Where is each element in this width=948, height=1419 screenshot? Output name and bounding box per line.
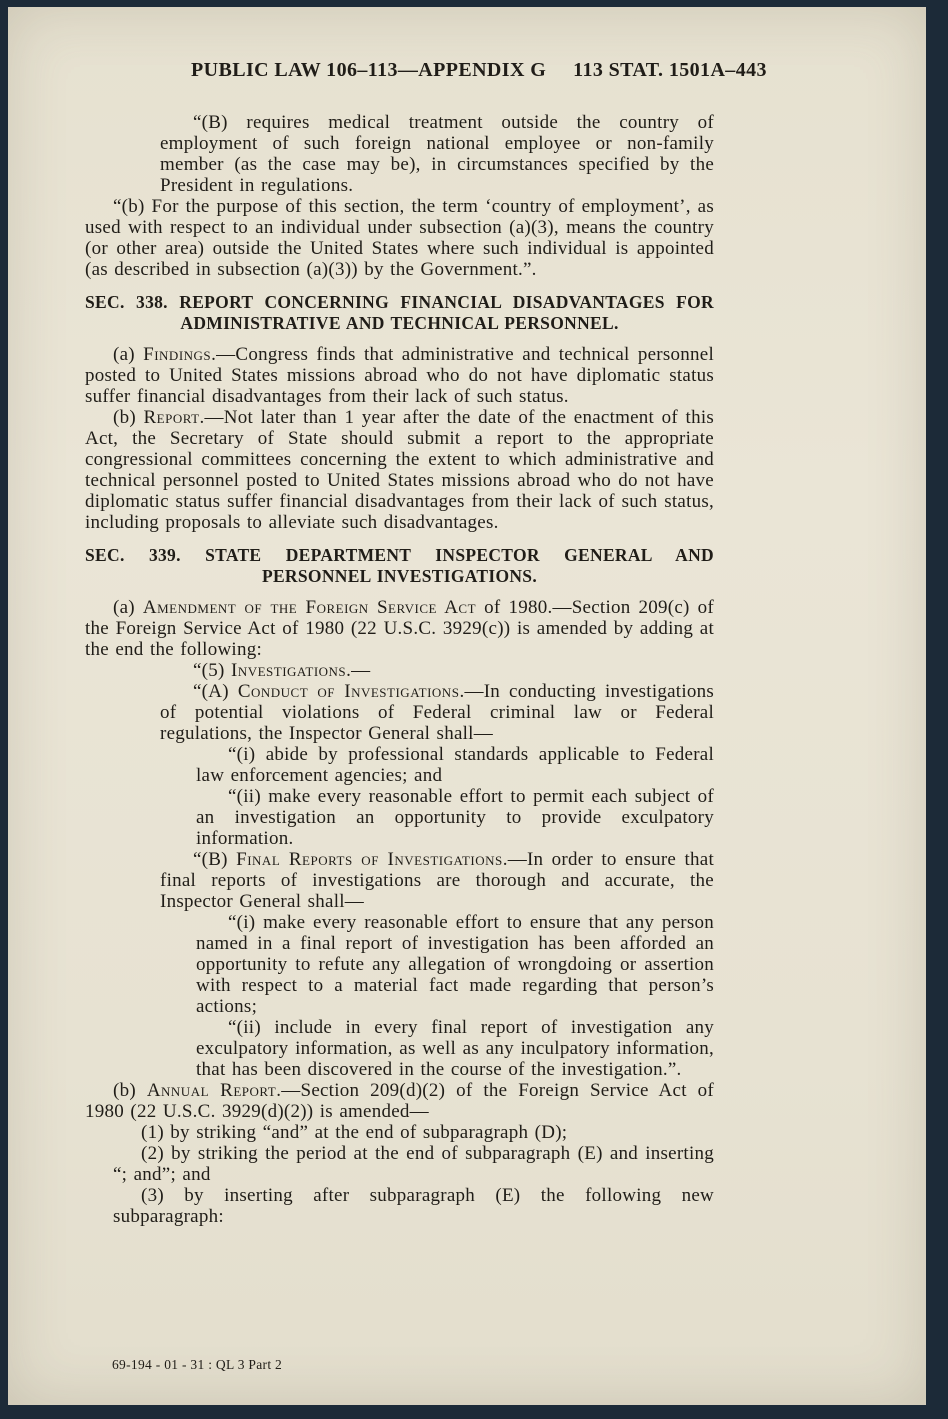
text-run: (3) by inserting after subparagraph (E) the following new subparagraph: xyxy=(113,1185,714,1227)
text-run: “(i) abide by professional standards applicable to Federal law enforcement agencies; and xyxy=(196,744,714,786)
running-head-stat: 113 STAT. 1501A–443 xyxy=(573,59,767,81)
text-run: “(b) For the purpose of this section, the term ‘country of employment’, as used with respect to an individual under subsection (a)(3), means the country (or other area) outside the United States where such individual is appointed (as described in subsection (a)(3)) by the Government.”. xyxy=(85,196,714,280)
text-run: (b) xyxy=(113,1080,147,1101)
statute-paragraph xyxy=(160,681,714,744)
statute-paragraph xyxy=(160,849,714,912)
statute-paragraph xyxy=(85,196,714,280)
statute-paragraph xyxy=(85,407,714,533)
text-run: (b) xyxy=(113,407,144,428)
text-run: .—In order to ensure that final reports of investigations are thorough and accurate, the Inspector General shall— xyxy=(160,849,714,912)
text-run: “(5) xyxy=(193,660,231,681)
statute-paragraph xyxy=(85,344,714,407)
paper-sheet xyxy=(8,7,926,1405)
statute-paragraph xyxy=(113,1185,714,1227)
text-run: .—Congress finds that administrative and technical personnel posted to United States missions abroad who do not have diplomatic status suffer financial disadvantages from their lack of such status. xyxy=(85,344,714,407)
text-run: of 1980.—Section 209(c) of the Foreign Service Act of 1980 (22 U.S.C. 3929(c)) is amended by adding at the end the following: xyxy=(85,597,714,660)
statute-paragraph xyxy=(196,912,714,1017)
text-run: “(i) make every reasonable effort to ensure that any person named in a final report of investigation has been afforded an opportunity to refute any allegation of wrongdoing or assertion with respect to a material fact made regarding that person’s actions; xyxy=(196,912,714,1017)
text-run: .— xyxy=(346,660,371,681)
section-heading xyxy=(85,545,714,587)
statute-paragraph xyxy=(196,786,714,849)
text-run: “(B) requires medical treatment outside the country of employment of such foreign national employee or non-family member (as the case may be), in circumstances specified by the President in regulations. xyxy=(160,112,714,196)
running-head xyxy=(8,59,926,82)
statute-paragraph xyxy=(113,1122,714,1143)
text-run: SEC. 338. REPORT CONCERNING FINANCIAL DISADVANTAGES FOR ADMINISTRATIVE AND TECHNICAL PERSONNEL. xyxy=(85,292,714,333)
statute-paragraph xyxy=(196,744,714,786)
small-caps-run: Investigations xyxy=(231,660,347,681)
text-run: .—Not later than 1 year after the date of the enactment of this Act, the Secretary of State should submit a report to the appropriate congressional committees concerning the extent to which administrative and technical personnel posted to United States missions abroad who do not have diplomatic status suffer financial disadvantages from their lack of such status, including proposals to alleviate such disadvantages. xyxy=(85,407,714,533)
text-run: “(ii) include in every final report of investigation any exculpatory information, as well as any inculpatory information, that has been discovered in the course of the investigation.”. xyxy=(196,1017,714,1080)
text-run: (a) xyxy=(113,597,143,618)
small-caps-run: Amendment of the Foreign Service Act xyxy=(142,597,477,618)
text-run: “(B) xyxy=(193,849,237,870)
small-caps-run: Final Reports of Investigations xyxy=(236,849,503,870)
text-run: (2) by striking the period at the end of subparagraph (E) and inserting “; and”; and xyxy=(113,1143,714,1185)
text-run: “(A) xyxy=(193,681,238,702)
statute-paragraph xyxy=(196,1017,714,1080)
statute-paragraph xyxy=(160,112,714,196)
statute-paragraph xyxy=(85,1080,714,1122)
statute-paragraph xyxy=(160,660,714,681)
small-caps-run: Conduct of Investigations xyxy=(237,681,460,702)
small-caps-run: Annual Report xyxy=(146,1080,277,1101)
text-run: .—Section 209(d)(2) of the Foreign Service Act of 1980 (22 U.S.C. 3929(d)(2)) is amended— xyxy=(85,1080,714,1122)
text-run: .—In conducting investigations of potential violations of Federal criminal law or Federal regulations, the Inspector General shall— xyxy=(160,681,714,744)
section-heading xyxy=(85,292,714,334)
text-run: (a) xyxy=(113,344,144,365)
statute-paragraph xyxy=(113,1143,714,1185)
small-caps-run: Report xyxy=(143,407,200,428)
text-run: “(ii) make every reasonable effort to permit each subject of an investigation an opportunity to provide exculpatory information. xyxy=(196,786,714,849)
running-head-law: PUBLIC LAW 106–113—APPENDIX G xyxy=(191,59,547,81)
document-body xyxy=(85,112,714,1227)
text-run: (1) by striking “and” at the end of subparagraph (D); xyxy=(141,1122,568,1143)
statute-paragraph xyxy=(85,597,714,660)
small-caps-run: Findings xyxy=(143,344,212,365)
text-run: SEC. 339. STATE DEPARTMENT INSPECTOR GENERAL AND PERSONNEL INVESTIGATIONS. xyxy=(85,545,714,586)
printer-plate-note: 69-194 - 01 - 31 : QL 3 Part 2 xyxy=(112,1357,283,1372)
